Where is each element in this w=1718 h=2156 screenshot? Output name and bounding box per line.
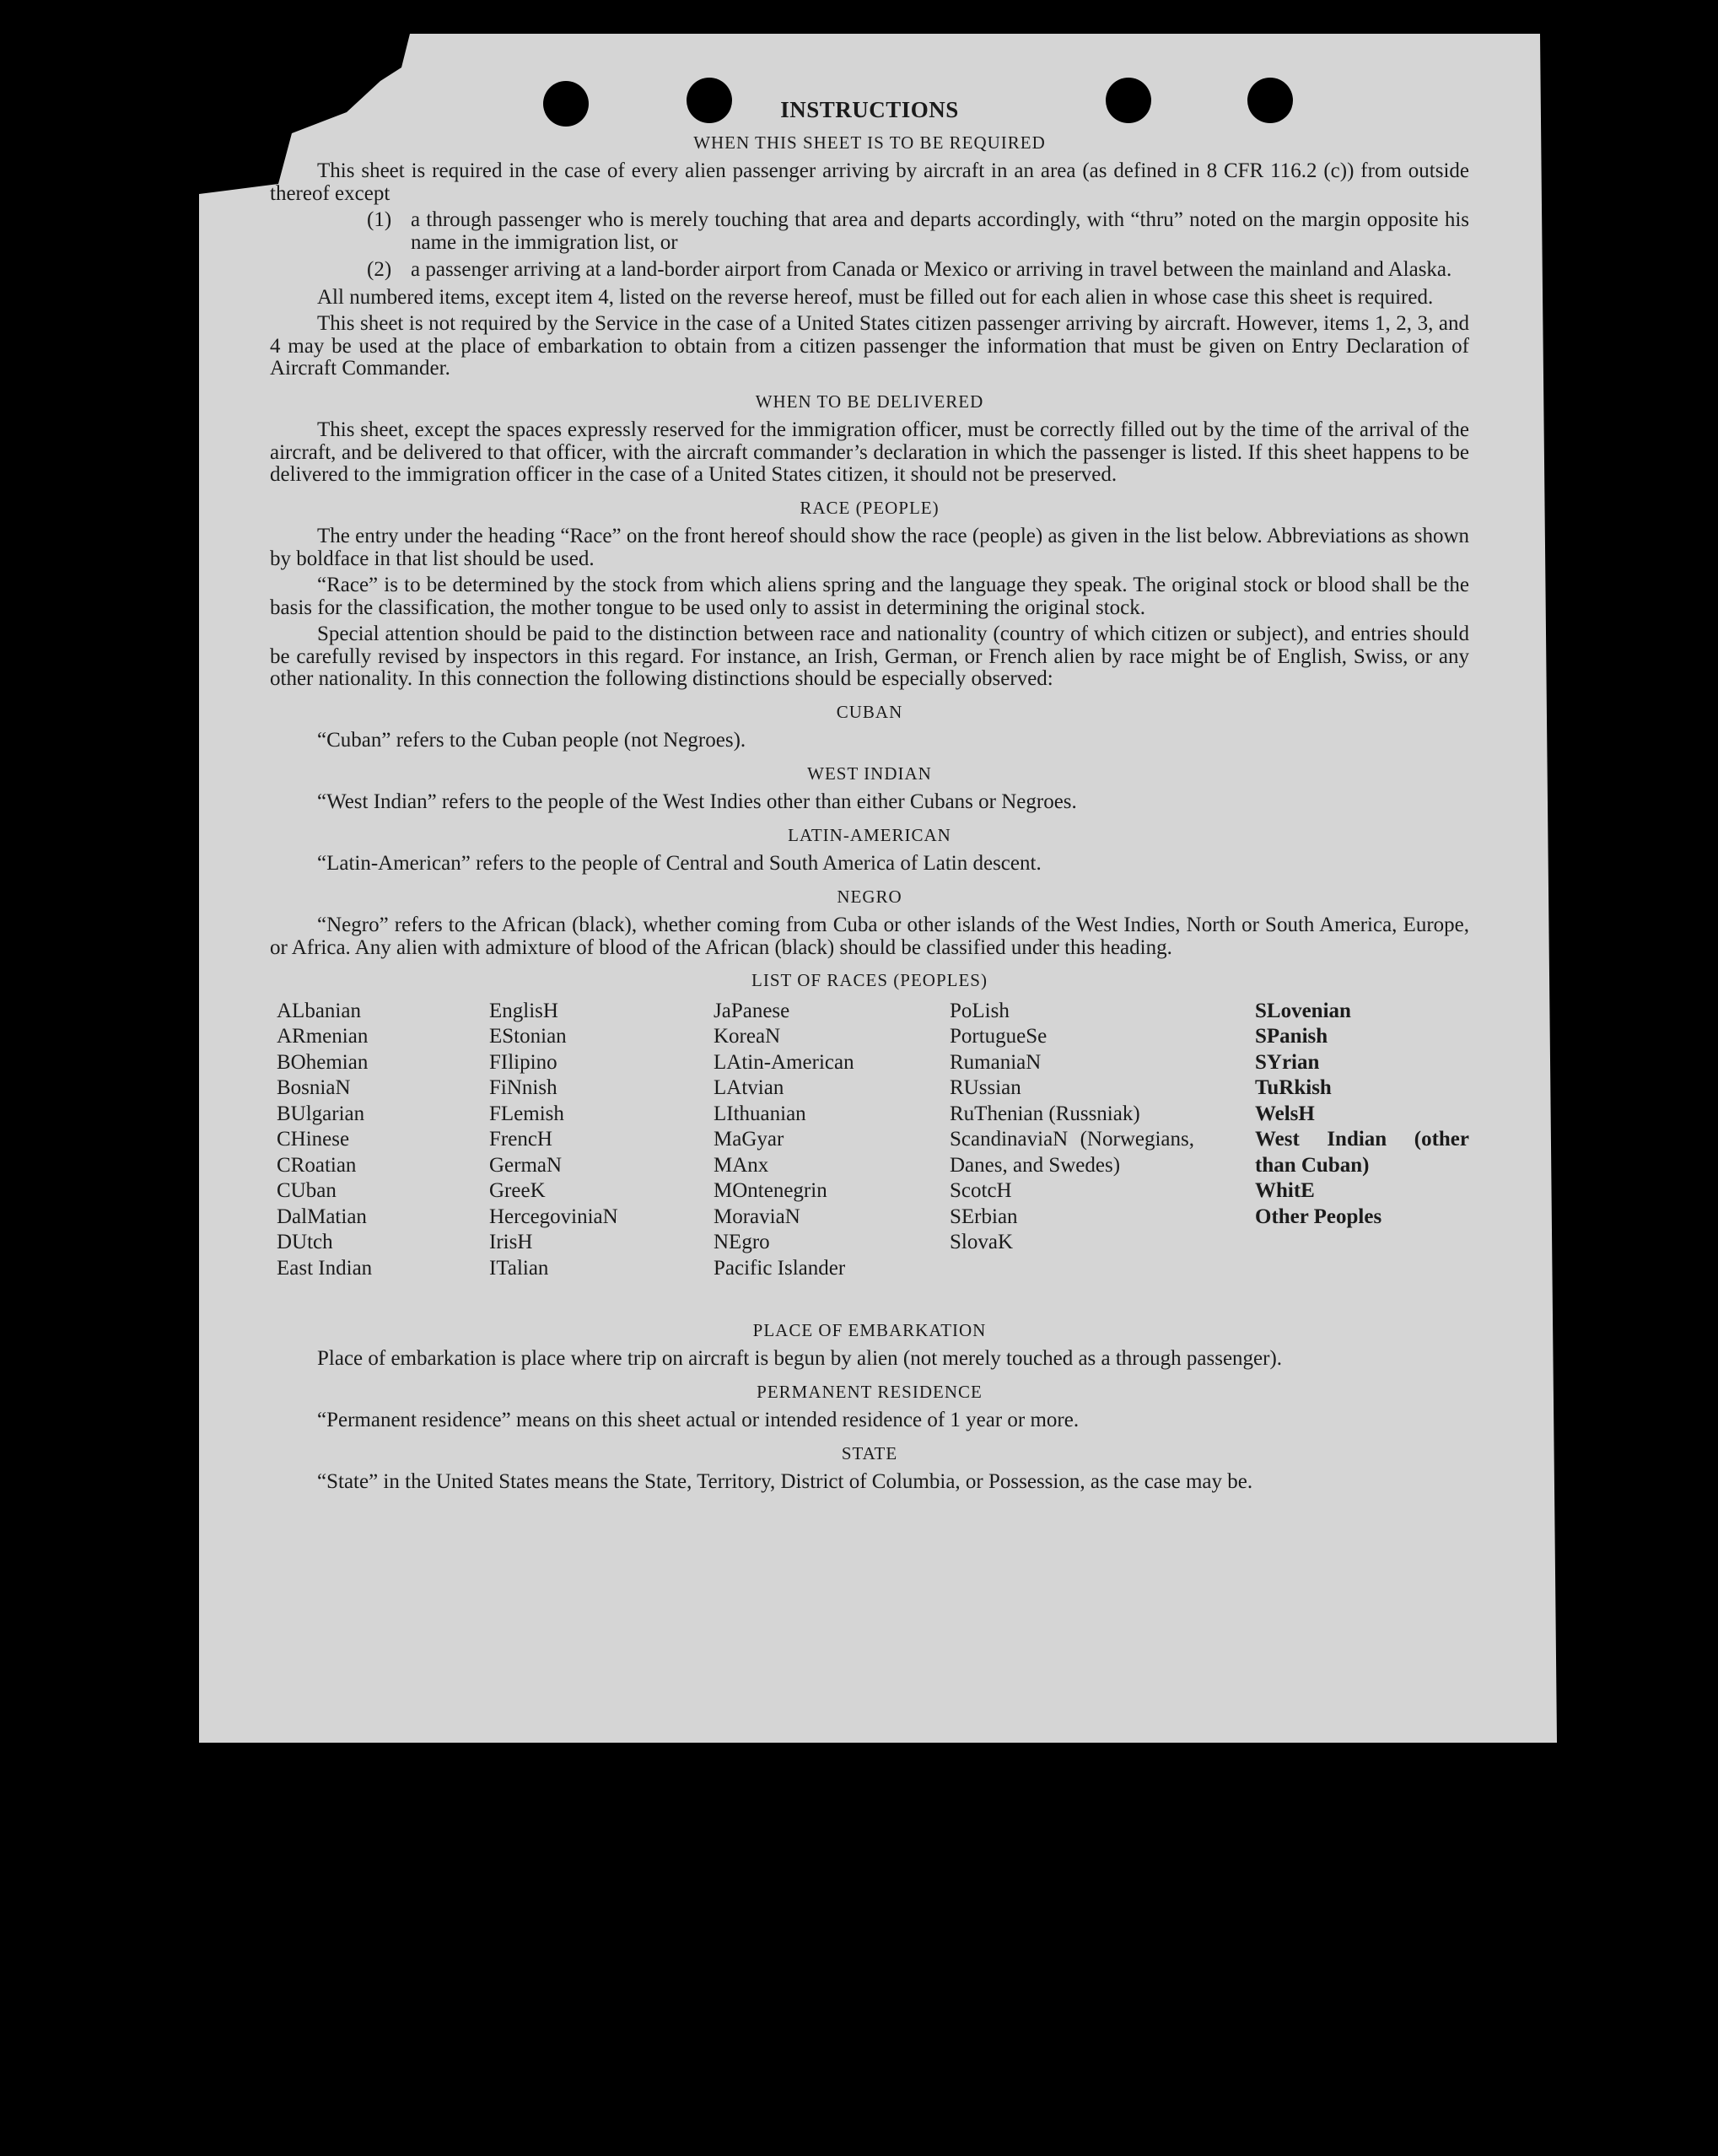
race-item: SPanish	[1255, 1025, 1328, 1048]
race-item: SYrian	[1255, 1050, 1320, 1074]
race-item: HercegoviniaN	[489, 1205, 618, 1228]
race-item: GermaN	[489, 1153, 563, 1177]
section-heading-residence: PERMANENT RESIDENCE	[757, 1381, 983, 1402]
race-column	[1255, 999, 1469, 1231]
race-item: FIlipino	[489, 1050, 557, 1074]
race-item: EnglisH	[489, 999, 558, 1022]
race-item: MaGyar	[714, 1128, 784, 1151]
required-intro: This sheet is required in the case of every alien passenger arriving by aircraft in an area (as defined in 8 CFR 116.2 (c)) from outside thereof except	[270, 159, 1469, 205]
section-heading-negro: NEGRO	[837, 886, 902, 907]
race-item: DalMatian	[277, 1205, 367, 1228]
race-item: ScandinaviaN (Norwegians, Danes, and Swedes)	[950, 1128, 1194, 1177]
race-para-1: The entry under the heading “Race” on the front hereof should show the race (people) as given in the list below. Abbreviations as shown by boldface in that list should be used.	[270, 525, 1469, 570]
section-heading-west-indian: WEST INDIAN	[807, 763, 932, 784]
section-heading-list-of-races: LIST OF RACES (PEOPLES)	[751, 970, 988, 990]
race-column	[489, 999, 692, 1282]
race-item: IrisH	[489, 1231, 533, 1253]
race-item: WhitE	[1255, 1179, 1315, 1202]
race-item: SLovenian	[1255, 999, 1351, 1022]
race-item: BosniaN	[277, 1076, 351, 1099]
race-item: RUssian	[950, 1076, 1021, 1099]
exception-item	[367, 209, 1469, 254]
race-column	[277, 999, 471, 1282]
race-list	[270, 999, 1469, 1309]
race-item: Pacific Islander	[714, 1256, 846, 1280]
race-item: ALbanian	[277, 999, 361, 1022]
race-item: East Indian	[277, 1256, 373, 1280]
state-para: “State” in the United States means the State, Territory, District of Columbia, or Possession, as the case may be.	[317, 1470, 1253, 1493]
exception-text: a passenger arriving at a land-border airport from Canada or Mexico or arriving in travel between the mainland and Alaska.	[411, 258, 1452, 281]
race-para-3: Special attention should be paid to the distinction between race and nationality (country of which citizen or subject), and entries should be carefully revised by inspectors in this regard. For instance, an Irish, German, or French alien by race might be of English, Swiss, or any other nationality. In this connection the following distinctions should be especially observed:	[270, 623, 1469, 690]
race-item: FiNnish	[489, 1076, 557, 1099]
race-item: TuRkish	[1255, 1076, 1332, 1099]
race-item: NEgro	[714, 1231, 770, 1253]
instructions-content	[270, 94, 1469, 1498]
race-item: West Indian (other than Cuban)	[1255, 1128, 1469, 1177]
negro-para: “Negro” refers to the African (black), whether coming from Cuba or other islands of the West Indies, North or South America, Europe, or Africa. Any alien with admixture of blood of the African (black) should be classified under this heading.	[270, 914, 1469, 959]
section-heading-race: RACE (PEOPLE)	[800, 497, 940, 518]
race-item: CUban	[277, 1179, 337, 1202]
race-item: ITalian	[489, 1256, 549, 1280]
page-title: INSTRUCTIONS	[780, 97, 959, 122]
race-item: MoraviaN	[714, 1205, 800, 1228]
race-item: LAtvian	[714, 1076, 784, 1099]
race-item: SlovaK	[950, 1231, 1013, 1253]
race-item: ScotcH	[950, 1179, 1012, 1202]
race-item: SErbian	[950, 1205, 1018, 1228]
exception-number: (2)	[367, 258, 392, 281]
race-item: WelsH	[1255, 1102, 1315, 1125]
race-item: FLemish	[489, 1102, 564, 1125]
race-item: JaPanese	[714, 999, 790, 1022]
race-column	[950, 999, 1194, 1256]
race-item: GreeK	[489, 1179, 546, 1202]
race-item: KoreaN	[714, 1025, 781, 1048]
section-heading-embarkation: PLACE OF EMBARKATION	[752, 1319, 987, 1340]
section-heading-state: STATE	[841, 1442, 898, 1463]
race-item: MOntenegrin	[714, 1179, 827, 1202]
race-item: MAnx	[714, 1153, 769, 1177]
section-heading-required: WHEN THIS SHEET IS TO BE REQUIRED	[693, 132, 1046, 153]
race-column	[714, 999, 933, 1282]
section-heading-cuban: CUBAN	[836, 701, 903, 722]
west-indian-para: “West Indian” refers to the people of the West Indies other than either Cubans or Negroes.	[317, 790, 1077, 813]
cuban-para: “Cuban” refers to the Cuban people (not Negroes).	[317, 729, 746, 752]
race-item: FrencH	[489, 1128, 552, 1151]
race-item: PortugueSe	[950, 1025, 1047, 1048]
exception-number: (1)	[367, 208, 392, 231]
race-para-2: “Race” is to be determined by the stock from which aliens spring and the language they speak. The original stock or blood shall be the basis for the classification, the mother tongue to be used only to assist in determining the original stock.	[270, 574, 1469, 619]
residence-para: “Permanent residence” means on this sheet actual or intended residence of 1 year or more.	[317, 1409, 1080, 1431]
race-item: EStonian	[489, 1025, 567, 1048]
embarkation-para: Place of embarkation is place where trip on aircraft is begun by alien (not merely touched as a through passenger).	[317, 1347, 1283, 1370]
latin-american-para: “Latin-American” refers to the people of Central and South America of Latin descent.	[317, 852, 1042, 875]
exception-text: a through passenger who is merely touching that area and departs accordingly, with “thru” noted on the margin opposite his name in the immigration list, or	[411, 208, 1469, 254]
race-item: RumaniaN	[950, 1050, 1042, 1074]
race-item: BOhemian	[277, 1050, 369, 1074]
race-item: ARmenian	[277, 1025, 369, 1048]
exception-item	[367, 259, 1469, 282]
required-para-2: All numbered items, except item 4, listed on the reverse hereof, must be filled out for each alien in whose case this sheet is required.	[317, 285, 1434, 309]
race-item: Other Peoples	[1255, 1205, 1382, 1228]
delivered-para: This sheet, except the spaces expressly reserved for the immigration officer, must be correctly filled out by the time of the arrival of the aircraft, and be delivered to that officer, with the aircraft commander’s declaration in which the passenger is listed. If this sheet happens to be delivered to the immigration officer in the case of a United States citizen, it should not be preserved.	[270, 418, 1469, 486]
race-item: RuThenian (Russniak)	[950, 1102, 1140, 1125]
required-para-3: This sheet is not required by the Service in the case of a United States citizen passenger arriving by aircraft. However, items 1, 2, 3, and 4 may be used at the place of embarkation to obtain from a citizen passenger the information that must be given on Entry Declaration of Aircraft Commander.	[270, 312, 1469, 380]
race-item: BUlgarian	[277, 1102, 365, 1125]
race-item: CHinese	[277, 1128, 350, 1151]
race-item: PoLish	[950, 999, 1010, 1022]
section-heading-latin-american: LATIN-AMERICAN	[788, 824, 951, 845]
race-item: LIthuanian	[714, 1102, 806, 1125]
race-item: CRoatian	[277, 1153, 357, 1177]
race-item: LAtin-American	[714, 1050, 854, 1074]
race-item: DUtch	[277, 1231, 333, 1253]
section-heading-delivered: WHEN TO BE DELIVERED	[755, 391, 984, 412]
